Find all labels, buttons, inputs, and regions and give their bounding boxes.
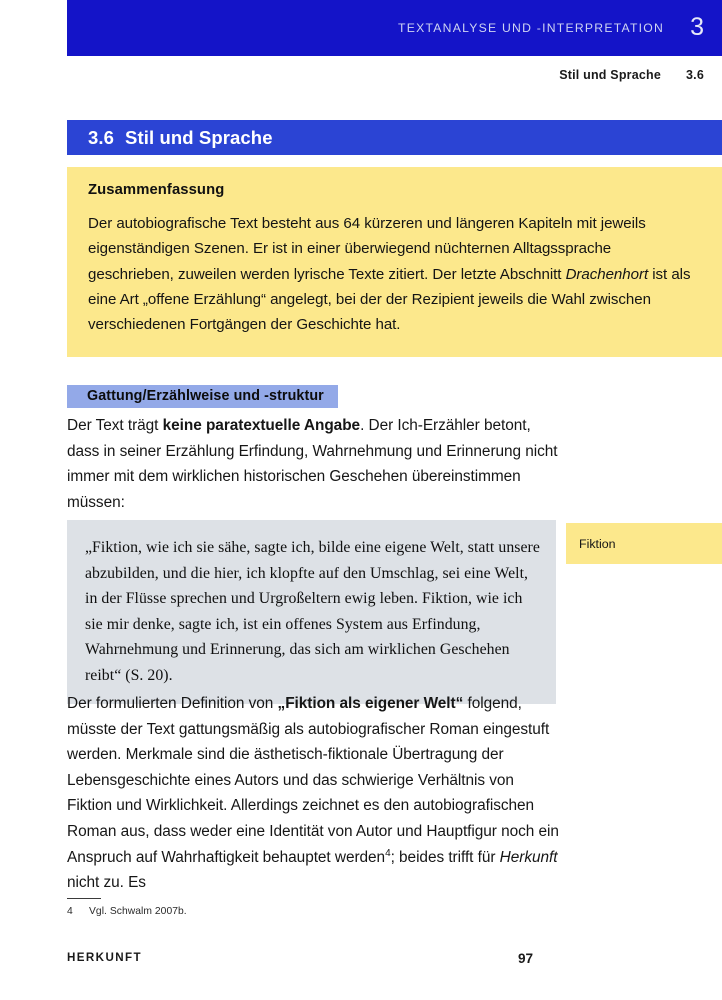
body-paragraph: [67, 691, 561, 896]
summary-text-part2: ist als eine Art „offene Erzählung“ angelegt, bei der der Rezipient jeweils die Wahl zwischen verschiedenen Fortgängen der Geschichte hat.: [88, 265, 691, 334]
section-title-bar: [67, 120, 722, 155]
running-head-number: 3.6: [686, 68, 704, 82]
summary-paragraph: [88, 211, 698, 337]
footer-page-number: 97: [518, 951, 534, 966]
intro-text-part2: . Der Ich-Erzähler betont, dass in seiner Erzählung Erfindung, Wahrnehmung und Erinnerung nicht immer mit dem wirklichen historischen Geschehen übereinstimmen müssen:: [67, 417, 558, 511]
intro-paragraph-block: [67, 413, 561, 515]
body-text-italic: Herkunft: [499, 848, 558, 866]
body-text-part2: folgend, müsste der Text gattungsmäßig als autobiografischer Roman eingestuft werden. Merkmale sind die ästhetisch-fiktionale Übertragung der Lebensgeschichte eines Autors und das schwierige Verhältnis von Fiktion und Wirklichkeit. Allerdings zeichnet es den autobiografischen Roman aus, dass weder eine Identität von Autor und Hauptfigur noch ein Anspruch auf Wahrhaftigkeit behauptet werden: [67, 695, 559, 866]
section-title: Stil und Sprache: [125, 126, 273, 148]
running-head-title: Stil und Sprache: [559, 68, 662, 82]
body-text-part4: nicht zu. Es: [67, 874, 146, 892]
margin-note-fiktion: [566, 523, 722, 564]
summary-text-part1: Der autobiografische Text besteht aus 64 kürzeren und längeren Kapiteln mit jeweils eigenständigen Szenen. Er ist in einer überwiegend nüchternen Alltagssprache geschrieben, zuweilen werden lyrische Texte zitiert. Der letzte Abschnitt: [88, 215, 646, 283]
chapter-header-bar: [67, 0, 722, 56]
intro-text-part1: Der Text trägt: [67, 417, 163, 434]
summary-box: [67, 167, 722, 357]
quote-box: [67, 520, 556, 704]
footnote: [67, 906, 187, 917]
footnote-reference: 4: [385, 847, 391, 859]
summary-heading: Zusammenfassung: [88, 182, 225, 198]
body-text-part3: ; beides trifft für: [390, 848, 500, 866]
quote-text: „Fiktion, wie ich sie sähe, sagte ich, bilde eine eigene Welt, statt unsere abzubilden, und die hier, ich klopfte auf den Umschlag, sei eine Welt, in der Flüsse sprechen und Urgroßeltern ewig leben. Fiktion, wie ich sie mir denke, sagte ich, ist ein offenes System aus Erfindung, Wahrnehmung und Erinnerung, das sich am wirklichen Geschehen reibt“ (S. 20).: [85, 539, 540, 684]
footer-book-title: HERKUNFT: [67, 951, 142, 964]
intro-paragraph: [67, 413, 561, 515]
running-head: [559, 68, 704, 82]
section-number: 3.6: [88, 126, 115, 148]
footnote-number: 4: [67, 906, 73, 917]
chapter-title: TEXTANALYSE UND -INTERPRETATION: [398, 21, 665, 35]
margin-note-label: Fiktion: [579, 536, 616, 551]
summary-work-title: Drachenhort: [565, 265, 649, 283]
body-paragraph-block: [67, 691, 561, 896]
intro-text-bold: keine paratextuelle Angabe: [162, 417, 361, 434]
body-text-bold: „Fiktion als eigener Welt“: [277, 695, 464, 712]
page-footer: [67, 951, 704, 964]
footnote-divider: [67, 898, 101, 899]
footnote-text: Vgl. Schwalm 2007b.: [89, 906, 187, 917]
subsection-badge: Gattung/Erzählweise und -struktur: [67, 385, 338, 408]
body-text-part1: Der formulierten Definition von: [67, 695, 278, 712]
chapter-number: 3: [690, 12, 704, 41]
